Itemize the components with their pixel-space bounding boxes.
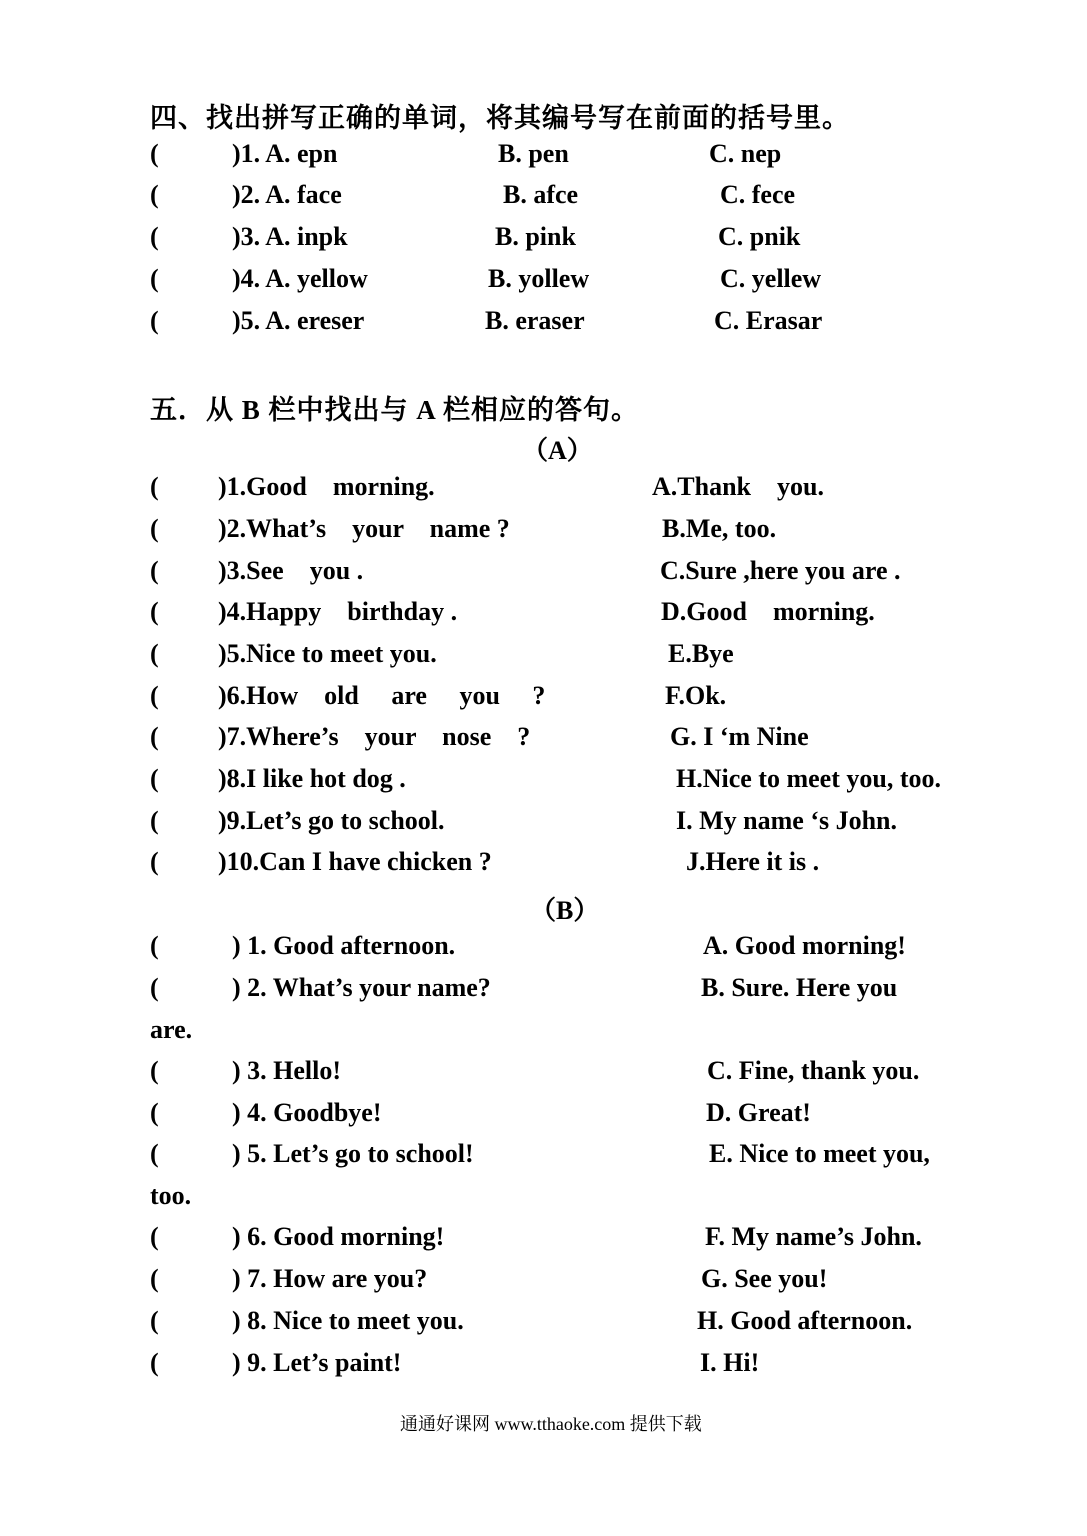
section4-heading: 四、找出拼写正确的单词，将其编号写在前面的括号里。 [150, 103, 850, 133]
option-b: B. pink [495, 222, 576, 251]
answer-paren: ( [150, 306, 159, 335]
question-text: )4.Happy birthday . [218, 597, 458, 626]
answer-text: J.Here it is . [686, 847, 820, 876]
answer-text: B. Sure. Here you [701, 973, 898, 1002]
answer-wrap-text: too. [150, 1181, 192, 1210]
answer-paren: ( [150, 973, 159, 1002]
question-text: )7.Where’s your nose ? [218, 722, 531, 751]
question-text: ) 3. Hello! [232, 1056, 342, 1085]
question-text: ) 2. What’s your name? [232, 973, 491, 1002]
question-option-a: )1. A. epn [232, 139, 338, 168]
answer-paren: ( [150, 681, 159, 710]
answer-text: C.Sure ,here you are . [660, 556, 901, 585]
option-c: C. pnik [718, 222, 801, 251]
question-text: ) 1. Good afternoon. [232, 931, 456, 960]
answer-text: B.Me, too. [662, 514, 777, 543]
answer-paren: ( [150, 514, 159, 543]
answer-text: F. My name’s John. [705, 1222, 922, 1251]
answer-text: C. Fine, thank you. [707, 1056, 920, 1085]
answer-paren: ( [150, 597, 159, 626]
section5-heading: 五．从 B 栏中找出与 A 栏相应的答句。 [150, 395, 640, 425]
answer-paren: ( [150, 556, 159, 585]
question-text: )10.Can I have chicken ? [218, 847, 492, 876]
answer-text: A.Thank you. [652, 472, 824, 501]
option-b: B. pen [498, 139, 569, 168]
answer-paren: ( [150, 931, 159, 960]
option-b: B. yollew [488, 264, 590, 293]
question-text: ) 8. Nice to meet you. [232, 1306, 464, 1335]
answer-text: E. Nice to meet you, [709, 1139, 930, 1168]
answer-paren: ( [150, 472, 159, 501]
question-text: )2.What’s your name ? [218, 514, 510, 543]
answer-paren: ( [150, 1139, 159, 1168]
answer-text: I. My name ‘s John. [676, 806, 898, 835]
answer-text: F.Ok. [665, 681, 727, 710]
question-text: )1.Good morning. [218, 472, 435, 501]
answer-text: D.Good morning. [661, 597, 875, 626]
footer-credit: 通通好课网 www.tthaoke.com 提供下载 [400, 1414, 702, 1434]
answer-paren: ( [150, 847, 159, 876]
option-c: C. nep [709, 139, 782, 168]
question-text: ) 6. Good morning! [232, 1222, 445, 1251]
option-b: B. afce [503, 180, 579, 209]
answer-text: A. Good morning! [703, 931, 906, 960]
answer-paren: ( [150, 806, 159, 835]
option-c: C. Erasar [714, 306, 823, 335]
question-text: ) 4. Goodbye! [232, 1098, 382, 1127]
part-a-label: （A） [522, 436, 593, 465]
question-text: )8.I like hot dog . [218, 764, 406, 793]
question-text: ) 7. How are you? [232, 1264, 428, 1293]
answer-text: H. Good afternoon. [697, 1306, 913, 1335]
answer-paren: ( [150, 1098, 159, 1127]
answer-wrap-text: are. [150, 1015, 193, 1044]
question-text: )6.How old are you ? [218, 681, 546, 710]
answer-text: E.Bye [668, 639, 734, 668]
answer-text: I. Hi! [700, 1348, 760, 1377]
answer-paren: ( [150, 1306, 159, 1335]
question-option-a: )3. A. inpk [232, 222, 348, 251]
option-c: C. yellew [720, 264, 822, 293]
answer-paren: ( [150, 1056, 159, 1085]
question-text: )9.Let’s go to school. [218, 806, 445, 835]
answer-text: G. See you! [701, 1264, 828, 1293]
answer-text: H.Nice to meet you, too. [676, 764, 941, 793]
question-text: )3.See you . [218, 556, 364, 585]
answer-paren: ( [150, 139, 159, 168]
answer-paren: ( [150, 639, 159, 668]
question-option-a: )2. A. face [232, 180, 342, 209]
question-text: )5.Nice to meet you. [218, 639, 437, 668]
question-text: ) 5. Let’s go to school! [232, 1139, 474, 1168]
answer-paren: ( [150, 722, 159, 751]
question-option-a: )4. A. yellow [232, 264, 368, 293]
question-option-a: )5. A. ereser [232, 306, 365, 335]
part-b-label: （B） [530, 896, 600, 925]
answer-paren: ( [150, 180, 159, 209]
answer-paren: ( [150, 264, 159, 293]
answer-paren: ( [150, 1348, 159, 1377]
option-c: C. fece [720, 180, 796, 209]
answer-text: G. I ‘m Nine [670, 722, 809, 751]
answer-text: D. Great! [706, 1098, 811, 1127]
question-text: ) 9. Let’s paint! [232, 1348, 402, 1377]
answer-paren: ( [150, 1264, 159, 1293]
answer-paren: ( [150, 222, 159, 251]
answer-paren: ( [150, 764, 159, 793]
option-b: B. eraser [485, 306, 585, 335]
answer-paren: ( [150, 1222, 159, 1251]
